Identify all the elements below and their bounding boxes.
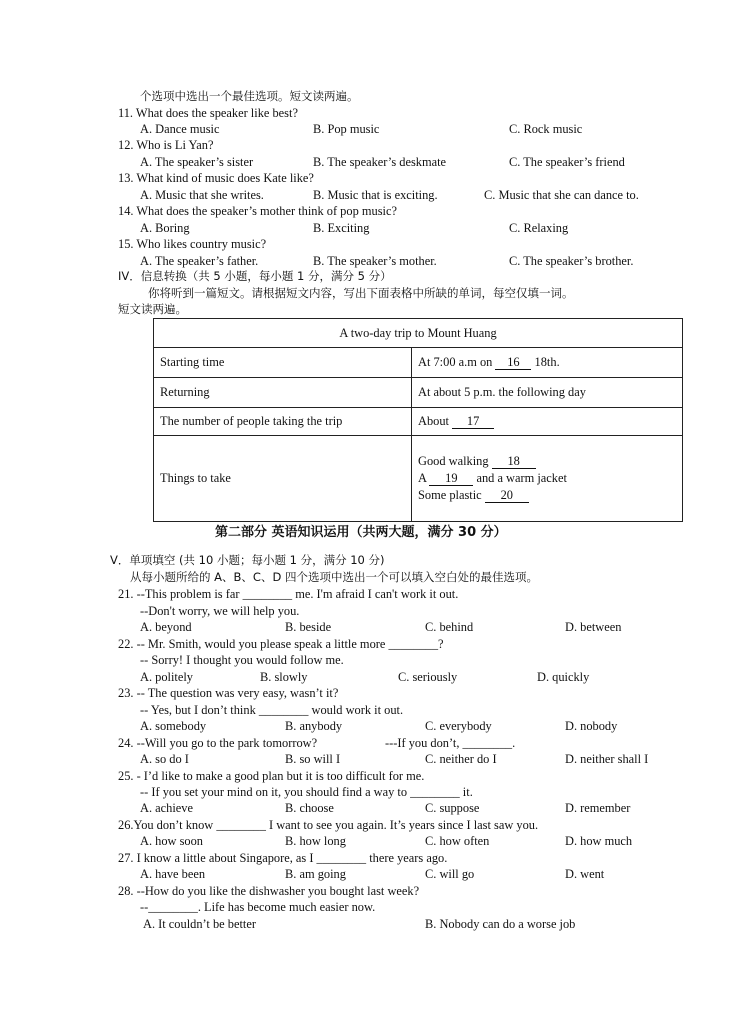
section-4-instruction-2: 短文读两遍。 <box>118 302 187 316</box>
row-value-starting-time <box>412 348 683 378</box>
things-2-suffix: and a warm jacket <box>473 471 567 485</box>
option-22-b: B. slowly <box>260 670 308 684</box>
option-26-c: C. how often <box>425 834 490 848</box>
option-14-a: A. Boring <box>140 221 190 235</box>
blank-16: 16 <box>495 356 531 370</box>
blank-19: 19 <box>429 472 473 486</box>
question-11: 11. What does the speaker like best? <box>118 106 298 120</box>
question-28: 28. --How do you like the dishwasher you bought last week? <box>118 884 420 898</box>
things-1-prefix: Good walking <box>418 454 492 468</box>
question-24: 24. --Will you go to the park tomorrow? <box>118 736 318 750</box>
option-23-b: B. anybody <box>285 719 343 733</box>
option-15-c: C. The speaker’s brother. <box>509 254 634 268</box>
things-line-1 <box>418 453 676 470</box>
row-value-returning: At about 5 p.m. the following day <box>412 378 683 408</box>
option-15-a: A. The speaker’s father. <box>140 254 259 268</box>
option-27-a: A. have been <box>140 867 206 881</box>
option-12-b: B. The speaker’s deskmate <box>313 155 447 169</box>
section-4-heading: IV．信息转换（共 5 小题，每小题 1 分，满分 5 分） <box>118 269 392 283</box>
option-13-b: B. Music that is exciting. <box>313 188 438 202</box>
option-23-d: D. nobody <box>565 719 618 733</box>
row-label-starting-time: Starting time <box>154 348 412 378</box>
starting-time-prefix: At 7:00 a.m on <box>418 355 496 369</box>
question-15: 15. Who likes country music? <box>118 237 267 251</box>
option-27-d: D. went <box>565 867 605 881</box>
question-28-line-2: --________. Life has become much easier now. <box>140 900 376 914</box>
trip-table <box>153 318 683 522</box>
option-22-d: D. quickly <box>537 670 590 684</box>
option-22-a: A. politely <box>140 670 193 684</box>
things-line-2 <box>418 470 676 487</box>
listening-instruction: 个选项中选出一个最佳选项。短文读两遍。 <box>140 89 359 103</box>
question-27: 27. I know a little about Singapore, as I ________ there years ago. <box>118 851 448 865</box>
option-24-a: A. so do I <box>140 752 189 766</box>
option-26-b: B. how long <box>285 834 346 848</box>
option-26-a: A. how soon <box>140 834 203 848</box>
option-23-c: C. everybody <box>425 719 492 733</box>
section-4-instruction: 你将听到一篇短文。请根据短文内容，写出下面表格中所缺的单词，每空仅填一词。 <box>148 286 574 300</box>
blank-20: 20 <box>485 489 529 503</box>
question-12: 12. Who is Li Yan? <box>118 138 214 152</box>
row-label-people: The number of people taking the trip <box>154 408 412 436</box>
starting-time-suffix: 18th. <box>531 355 560 369</box>
option-14-b: B. Exciting <box>313 221 370 235</box>
question-24-reply: ---If you don’t, ________. <box>385 736 516 750</box>
question-23-line-2: -- Yes, but I don’t think ________ would work it out. <box>140 703 404 717</box>
option-23-a: A. somebody <box>140 719 207 733</box>
things-line-3 <box>418 487 676 504</box>
option-27-c: C. will go <box>425 867 475 881</box>
question-21: 21. --This problem is far ________ me. I'm afraid I can't work it out. <box>118 587 459 601</box>
part-2-heading: 第二部分 英语知识运用（共两大题，满分 30 分） <box>215 525 507 540</box>
table-title: A two-day trip to Mount Huang <box>154 319 683 348</box>
section-5-heading: V．单项填空 (共 10 小题；每小题 1 分，满分 10 分) <box>110 553 385 567</box>
option-25-d: D. remember <box>565 801 631 815</box>
option-11-b: B. Pop music <box>313 122 380 136</box>
question-26: 26.You don’t know ________ I want to see you again. It’s years since I last saw you. <box>118 818 539 832</box>
blank-18: 18 <box>492 455 536 469</box>
row-label-things: Things to take <box>154 436 412 522</box>
option-25-b: B. choose <box>285 801 334 815</box>
option-13-c: C. Music that she can dance to. <box>484 188 639 202</box>
option-24-b: B. so will I <box>285 752 341 766</box>
people-prefix: About <box>418 414 453 428</box>
question-23: 23. -- The question was very easy, wasn’t it? <box>118 686 339 700</box>
question-25: 25. - I’d like to make a good plan but it is too difficult for me. <box>118 769 425 783</box>
row-label-returning: Returning <box>154 378 412 408</box>
option-11-c: C. Rock music <box>509 122 583 136</box>
blank-17: 17 <box>452 415 494 429</box>
option-12-c: C. The speaker’s friend <box>509 155 625 169</box>
row-value-people <box>412 408 683 436</box>
option-26-d: D. how much <box>565 834 633 848</box>
section-5-instruction: 从每小题所给的 A、B、C、D 四个选项中选出一个可以填入空白处的最佳选项。 <box>130 570 538 584</box>
option-21-c: C. behind <box>425 620 474 634</box>
question-22: 22. -- Mr. Smith, would you please speak a little more ________? <box>118 637 444 651</box>
option-21-d: D. between <box>565 620 622 634</box>
option-24-d: D. neither shall I <box>565 752 649 766</box>
option-27-b: B. am going <box>285 867 346 881</box>
things-2-prefix: A <box>418 471 430 485</box>
option-24-c: C. neither do I <box>425 752 497 766</box>
option-21-b: B. beside <box>285 620 332 634</box>
option-28-b: B. Nobody can do a worse job <box>425 917 576 931</box>
option-12-a: A. The speaker’s sister <box>140 155 254 169</box>
row-value-things <box>412 436 683 522</box>
things-3-prefix: Some plastic <box>418 488 485 502</box>
question-13: 13. What kind of music does Kate like? <box>118 171 314 185</box>
option-21-a: A. beyond <box>140 620 192 634</box>
option-15-b: B. The speaker’s mother. <box>313 254 437 268</box>
option-22-c: C. seriously <box>398 670 458 684</box>
option-13-a: A. Music that she writes. <box>140 188 264 202</box>
option-25-a: A. achieve <box>140 801 193 815</box>
question-14: 14. What does the speaker’s mother think of pop music? <box>118 204 397 218</box>
question-21-line-2: --Don't worry, we will help you. <box>140 604 300 618</box>
question-25-line-2: -- If you set your mind on it, you should find a way to ________ it. <box>140 785 473 799</box>
option-28-a: A. It couldn’t be better <box>143 917 256 931</box>
option-11-a: A. Dance music <box>140 122 220 136</box>
question-22-line-2: -- Sorry! I thought you would follow me. <box>140 653 344 667</box>
option-14-c: C. Relaxing <box>509 221 569 235</box>
option-25-c: C. suppose <box>425 801 480 815</box>
